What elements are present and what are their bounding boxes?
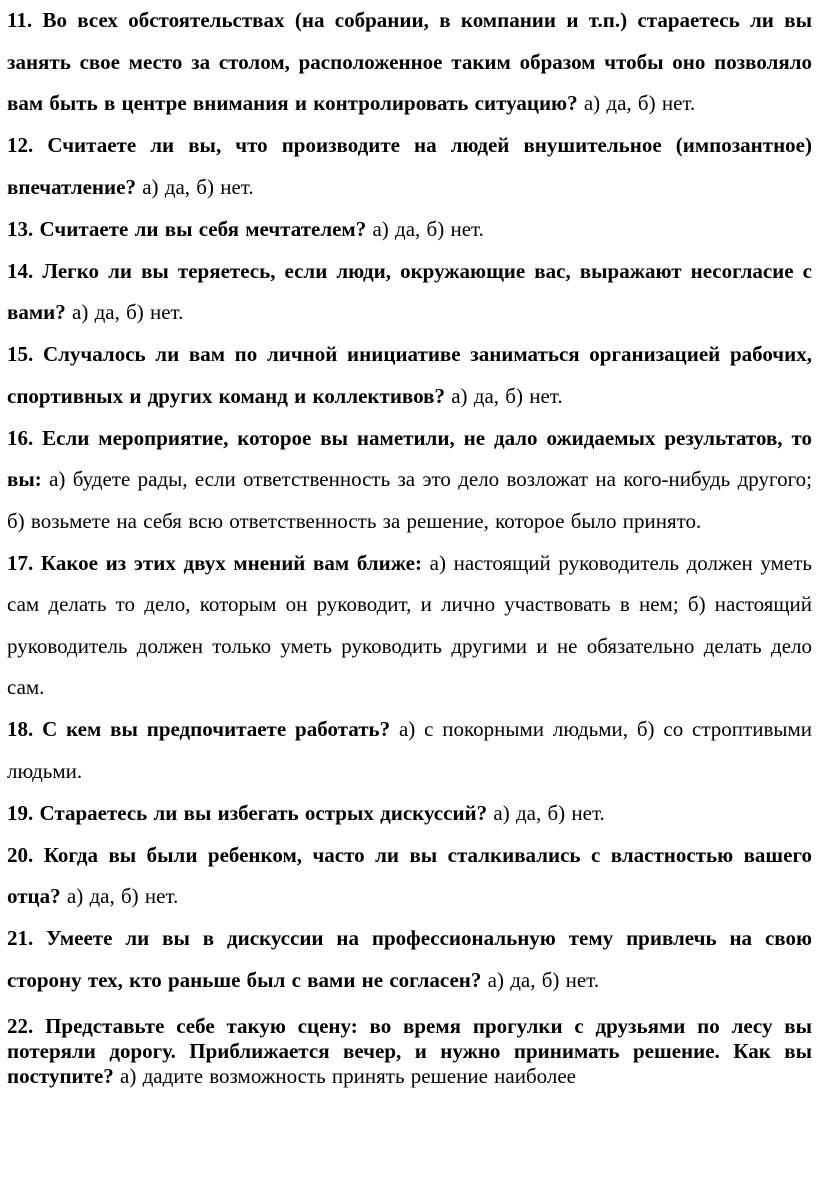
answer-options: а) будете рады, если ответственность за это дело возложат на кого-нибудь другого; б) возьмете на себя всю ответственность за решение, которое было принято. <box>7 467 813 533</box>
question-15 <box>7 334 812 417</box>
question-number: 13. <box>7 216 34 241</box>
question-number: 16. <box>7 425 34 450</box>
question-text: Легко ли вы теряетесь, если люди, окружающие вас, выражают несогласие с вами? <box>7 258 813 324</box>
question-number: 15. <box>7 342 34 366</box>
answer-options: а) да, б) нет. <box>451 383 563 408</box>
question-number: 12. <box>7 133 34 157</box>
question-16 <box>7 418 812 543</box>
answer-options: а) с покорными людьми, б) со строптивыми людьми. <box>7 717 813 783</box>
answer-options: а) да, б) нет. <box>72 300 184 324</box>
answer-options: а) да, б) нет. <box>493 800 605 825</box>
question-number: 11. <box>7 8 33 32</box>
question-text: Представьте себе такую сцену: во время прогулки с друзьями по лесу вы потеряли дорогу. Приближается вечер, и нужно принимать решение. Как вы поступите? <box>7 1014 813 1088</box>
question-text: Считаете ли вы себя мечтателем? <box>39 216 367 241</box>
question-text: Если мероприятие, которое вы наметили, не дало ожидаемых результатов, то вы: <box>7 425 812 491</box>
question-number: 18. <box>7 717 34 741</box>
answer-options: а) да, б) нет. <box>372 216 484 241</box>
question-11 <box>7 0 812 125</box>
answer-options: а) да, б) нет. <box>142 174 254 199</box>
answer-options: а) да, б) нет. <box>583 91 696 115</box>
question-number: 20. <box>7 842 34 867</box>
question-number: 21. <box>7 926 34 950</box>
question-21 <box>7 918 812 1001</box>
question-text: Умеете ли вы в дискуссии на профессиональную тему привлечь на свою сторону тех, кто раньше был с вами не согласен? <box>7 926 813 992</box>
question-14 <box>7 251 812 334</box>
answer-options: а) настоящий руководитель должен уметь сам делать то дело, которым он руководит, и лично участвовать в нем; б) настоящий руководитель должен только уметь руководить другими и не обязательно делать дело сам. <box>7 550 812 699</box>
answer-options: а) да, б) нет. <box>66 884 179 908</box>
question-text: Когда вы были ребенком, часто ли вы сталкивались с властностью вашего отца? <box>7 842 812 908</box>
question-text: Какое из этих двух мнений вам ближе: <box>40 550 422 575</box>
answer-options: а) дадите возможность принять решение наиболее <box>120 1064 576 1088</box>
question-17 <box>7 543 812 709</box>
question-12 <box>7 125 812 208</box>
answer-options: а) да, б) нет. <box>487 967 600 992</box>
question-number: 19. <box>7 800 34 825</box>
question-text: С кем вы предпочитаете работать? <box>42 717 391 741</box>
question-text: Стараетесь ли вы избегать острых дискуссий? <box>39 800 488 825</box>
question-number: 22. <box>7 1014 34 1038</box>
question-20 <box>7 835 812 918</box>
question-text: Случалось ли вам по личной инициативе заниматься организацией рабочих, спортивных и других команд и коллективов? <box>7 342 813 408</box>
question-number: 17. <box>7 550 34 575</box>
question-number: 14. <box>7 258 34 283</box>
question-19 <box>7 793 812 835</box>
question-18 <box>7 709 812 792</box>
question-22 <box>7 1014 812 1089</box>
question-text: Во всех обстоятельствах (на собрании, в компании и т.п.) стараетесь ли вы занять свое место за столом, расположенное таким образом чтобы оно позволяло вам быть в центре внимания и контролировать ситуацию? <box>7 8 812 115</box>
question-text: Считаете ли вы, что производите на людей внушительное (импозантное) впечатление? <box>7 133 812 199</box>
question-13 <box>7 209 812 251</box>
